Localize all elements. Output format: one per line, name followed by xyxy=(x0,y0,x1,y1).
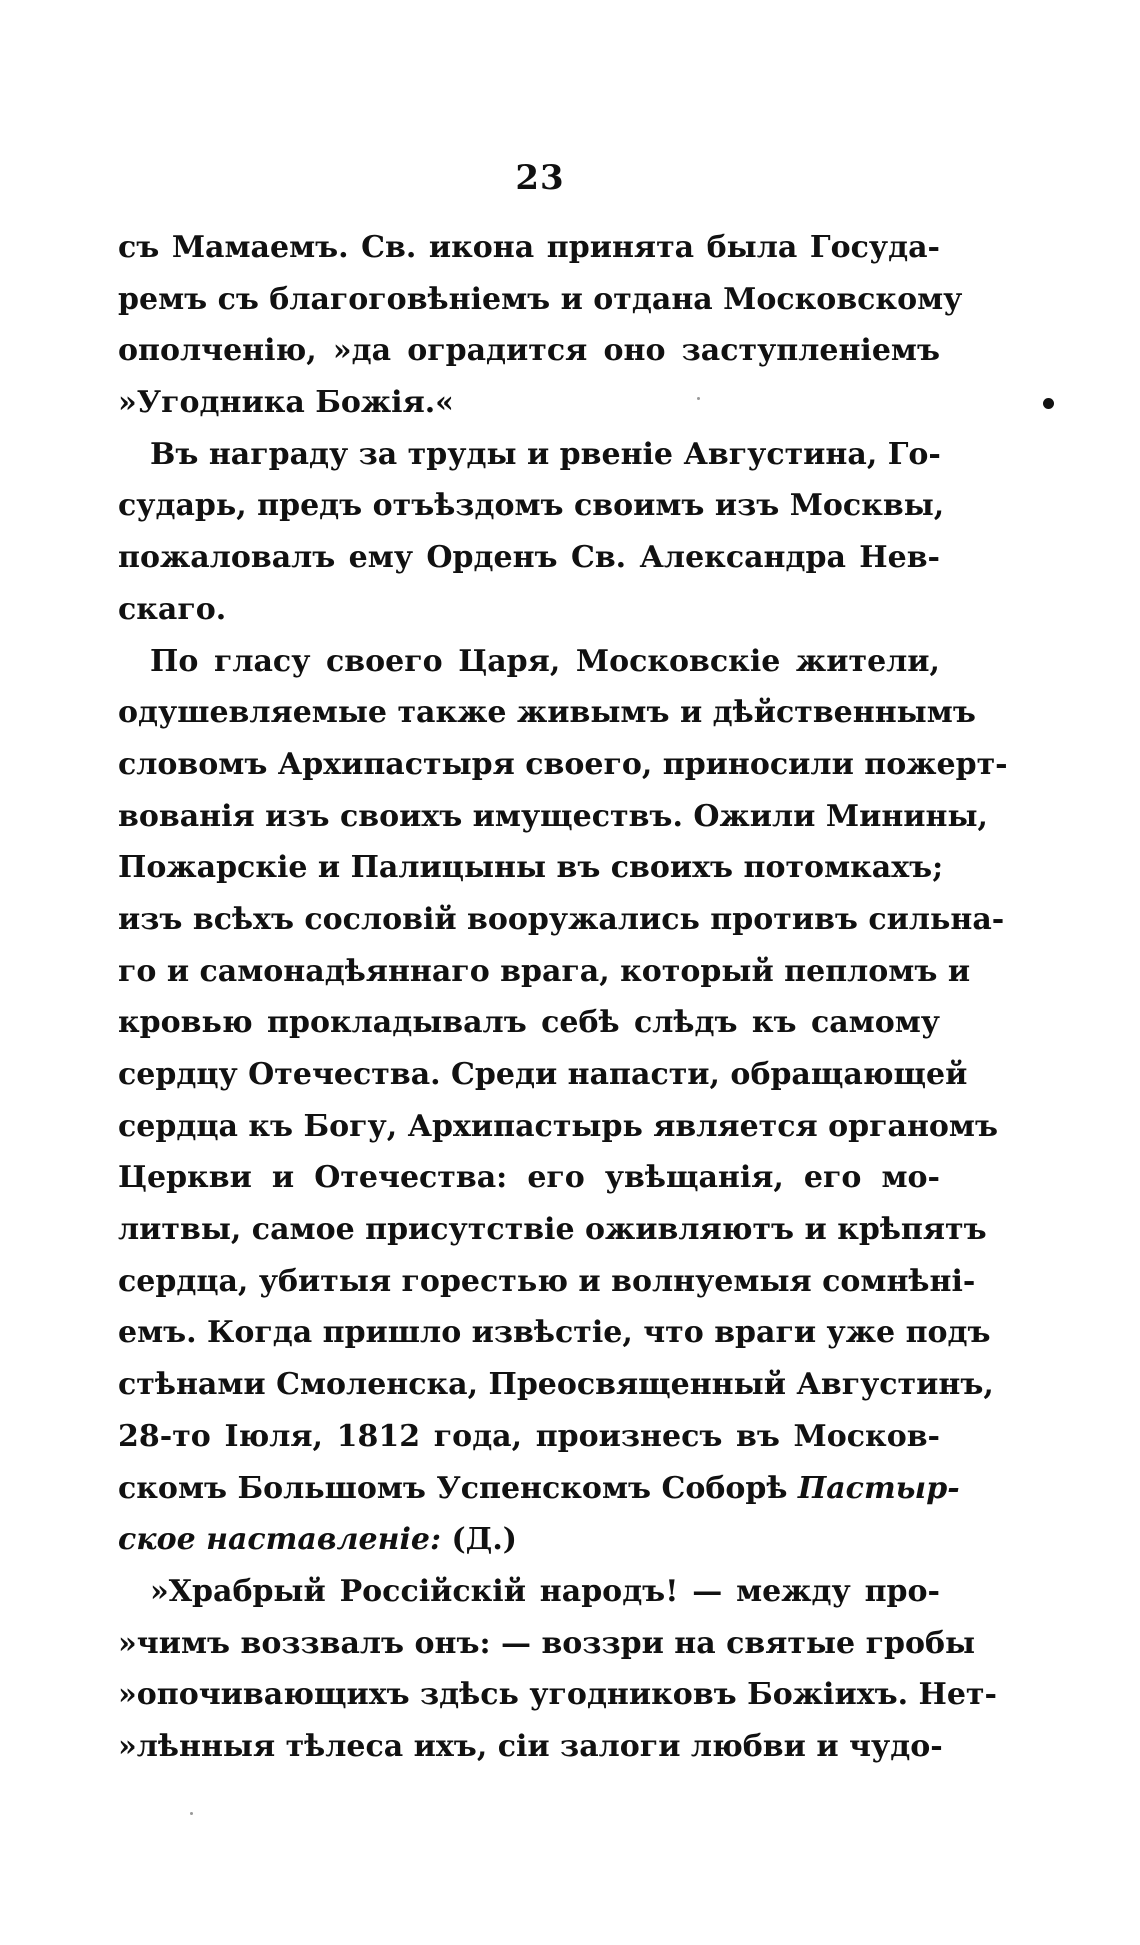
ink-blot xyxy=(1043,398,1054,409)
page-number: 23 xyxy=(515,158,565,198)
text-line: одушевляемые также живымъ и дѣйственнымъ xyxy=(118,695,976,731)
text-line xyxy=(118,1463,960,1515)
text-line: Пожарскіе и Палицыны въ своихъ потомкахъ; xyxy=(118,850,944,886)
paragraph xyxy=(118,1566,997,1773)
text-line: стѣнами Смоленска, Преосвященный Августинъ, xyxy=(118,1367,994,1403)
text-line: съ Мамаемъ. Св. икона принята была Госуда- xyxy=(118,230,940,265)
text-line: »Угодника Божія.« xyxy=(118,385,454,421)
text-line: ополченію, »да оградится оно заступленіемъ xyxy=(118,333,940,369)
text-line: сердца, убитыя горестью и волнуемыя сомнѣні- xyxy=(118,1263,976,1299)
text-line: кровью прокладывалъ себѣ слѣдъ къ самому xyxy=(118,1005,940,1041)
text-line: словомъ Архипастыря своего, приносили пожерт- xyxy=(118,746,1008,782)
text-line: скаго. xyxy=(118,591,227,627)
body-text xyxy=(118,222,1008,1773)
text-line: 28-то Іюля, 1812 года, произнесъ въ Москов- xyxy=(118,1418,940,1454)
text-line: литвы, самое присутствіе оживляютъ и крѣпятъ xyxy=(118,1212,987,1248)
text-segment: (Д.) xyxy=(441,1522,517,1558)
text-line: емъ. Когда пришло извѣстіе, что враги уже подъ xyxy=(118,1315,991,1351)
ink-speck xyxy=(190,1812,193,1815)
italic-text: Пастыр- xyxy=(797,1470,960,1506)
text-line: сердца къ Богу, Архипастырь является органомъ xyxy=(118,1108,998,1144)
text-line: сердцу Отечества. Среди напасти, обращающей xyxy=(118,1057,968,1092)
ink-speck xyxy=(697,397,700,400)
text-line: ремъ съ благоговѣніемъ и отдана Московскому xyxy=(118,281,963,317)
text-line: »чимъ воззвалъ онъ: — воззри на святые гробы xyxy=(118,1625,976,1661)
paragraph xyxy=(118,636,1008,1566)
text-line: »лѣнныя тѣлеса ихъ, сіи залоги любви и чудо- xyxy=(118,1728,943,1764)
text-line xyxy=(118,1514,940,1566)
text-line: вованія изъ своихъ имуществъ. Ожили Минины, xyxy=(118,798,988,834)
text-line: го и самонадѣяннаго врага, который пепломъ и xyxy=(118,953,971,989)
text-line: »Храбрый Россійскій народъ! — между про- xyxy=(150,1573,940,1609)
paragraph xyxy=(118,222,963,429)
text-line: Въ награду за труды и рвеніе Августина, Го- xyxy=(150,436,941,472)
text-line: Церкви и Отечества: его увѣщанія, его мо- xyxy=(118,1160,940,1196)
text-line: сударь, предъ отъѣздомъ своимъ изъ Москвы, xyxy=(118,488,945,524)
italic-text: ское наставленіе: xyxy=(118,1522,442,1558)
paragraph xyxy=(118,429,945,636)
text-line: »опочивающихъ здѣсь угодниковъ Божіихъ. Нет- xyxy=(118,1677,997,1713)
text-line: изъ всѣхъ сословій вооружались противъ сильна- xyxy=(118,901,1005,937)
text-line: По гласу своего Царя, Московскіе жители, xyxy=(150,643,940,679)
text-line: пожаловалъ ему Орденъ Св. Александра Нев- xyxy=(118,540,940,576)
text-segment: скомъ Большомъ Успенскомъ Соборѣ xyxy=(118,1470,788,1506)
